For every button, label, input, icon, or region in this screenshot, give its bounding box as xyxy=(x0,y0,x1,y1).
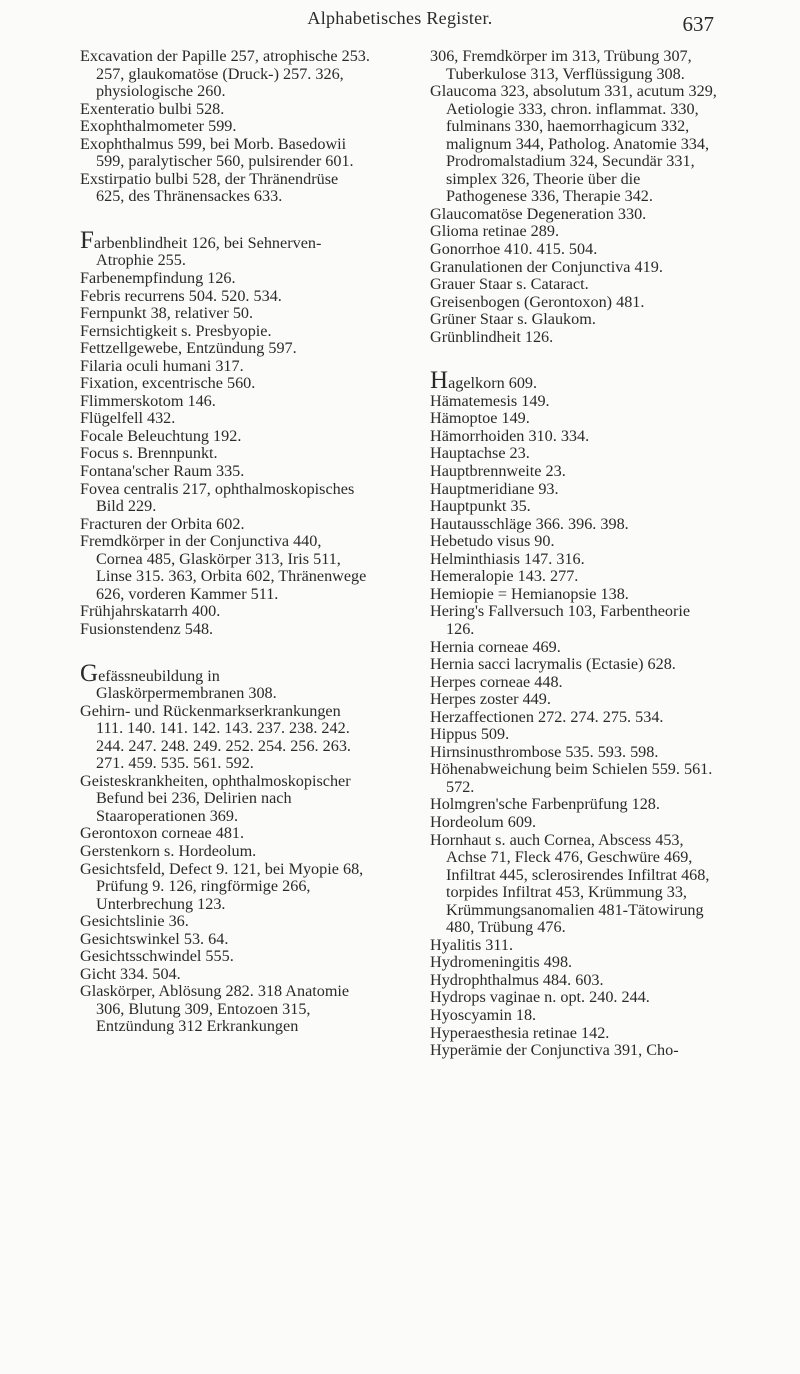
index-entry-text: Fixation, excentrische 560. xyxy=(80,374,256,393)
index-entry xyxy=(80,288,370,306)
index-entry-text: Filaria oculi humani 317. xyxy=(80,356,244,375)
index-entry-text: Hemiopie = Hemianopsie 138. xyxy=(430,584,629,603)
section-initial: F xyxy=(80,226,94,254)
index-entry-text: Fovea centralis 217, ophthalmoskopisches Bild 229. xyxy=(80,479,355,516)
index-entry-text: Fremdkörper in der Conjunctiva 440, Cornea 485, Glaskörper 313, Iris 511, Linse 315. 363, Orbita 602, Thränenwege 626, vorderen Kammer 511. xyxy=(80,532,367,603)
index-entry xyxy=(80,305,370,323)
index-entry xyxy=(430,954,720,972)
index-entry xyxy=(430,428,720,446)
index-entry-text: Hirnsinusthrombose 535. 593. 598. xyxy=(430,742,659,761)
index-entry-text: Hyperämie der Conjunctiva 391, Cho- xyxy=(430,1041,679,1060)
index-entry xyxy=(430,972,720,990)
index-entry-text: Hydrops vaginae n. opt. 240. 244. xyxy=(430,988,650,1007)
index-entry-text: Grünblindheit 126. xyxy=(430,327,554,346)
index-entry-text: Gerstenkorn s. Hordeolum. xyxy=(80,841,257,860)
index-entry-text: Exenteratio bulbi 528. xyxy=(80,99,225,118)
index-entry xyxy=(80,375,370,393)
index-entry-text: Hämoptoe 149. xyxy=(430,409,530,428)
index-entry-text: Hauptachse 23. xyxy=(430,444,530,463)
page-number: 637 xyxy=(682,12,714,36)
index-entry xyxy=(80,603,370,621)
index-entry-text: Fettzellgewebe, Entzündung 597. xyxy=(80,339,297,358)
index-entry xyxy=(430,603,720,638)
index-entry-text: Hydromeningitis 498. xyxy=(430,953,573,972)
index-entry-text: Herzaffectionen 272. 274. 275. 534. xyxy=(430,707,664,726)
index-entry-text: Hernia sacci lacrymalis (Ectasie) 628. xyxy=(430,655,676,674)
index-entry xyxy=(430,48,720,83)
index-entry xyxy=(430,937,720,955)
index-entry xyxy=(430,410,720,428)
index-entry-text: Herpes corneae 448. xyxy=(430,672,563,691)
index-entry xyxy=(80,659,370,703)
index-entry xyxy=(430,206,720,224)
index-entry xyxy=(80,773,370,826)
index-entry xyxy=(80,428,370,446)
index-entry-text: Exstirpatio bulbi 528, der Thränendrüse 625, des Thränensackes 633. xyxy=(80,169,339,206)
index-entry xyxy=(430,674,720,692)
left-column xyxy=(80,48,370,1036)
index-entry xyxy=(80,825,370,843)
index-entry-text: efässneubildung in Glaskörpermembranen 308. xyxy=(96,666,277,703)
index-entry xyxy=(430,533,720,551)
index-entry xyxy=(430,709,720,727)
index-entry-text: Grüner Staar s. Glaukom. xyxy=(430,310,596,329)
index-entry xyxy=(430,744,720,762)
index-entry-text: Exophthalmometer 599. xyxy=(80,117,237,136)
index-entry xyxy=(430,814,720,832)
index-entry-text: Farbenempfindung 126. xyxy=(80,269,236,288)
index-entry-text: Gehirn- und Rückenmarkserkrankungen 111. 140. 141. 142. 143. 237. 238. 242. 244. 247. 248. 249. 252. 254. 256. 263. 271. 459. 535. 561. 592. xyxy=(80,701,351,773)
index-entry-text: Focale Beleuchtung 192. xyxy=(80,426,242,445)
index-entry xyxy=(80,516,370,534)
index-entry-text: Flimmerskotom 146. xyxy=(80,391,216,410)
page-header xyxy=(0,8,800,38)
index-entry xyxy=(430,1042,720,1060)
index-entry-text: Fernsichtigkeit s. Presbyopie. xyxy=(80,321,272,340)
index-entry xyxy=(80,340,370,358)
index-entry-text: Hautausschläge 366. 396. 398. xyxy=(430,514,629,533)
index-entry-text: Glioma retinae 289. xyxy=(430,222,560,241)
index-entry-text: Hydrophthalmus 484. 603. xyxy=(430,970,604,989)
index-entry-text: Hordeolum 609. xyxy=(430,812,537,831)
index-entry-text: Hyalitis 311. xyxy=(430,935,514,954)
index-entry xyxy=(80,703,370,773)
index-entry xyxy=(430,367,720,395)
index-entry xyxy=(430,445,720,463)
index-entry-text: Gesichtsschwindel 555. xyxy=(80,947,234,966)
index-entry-text: Fernpunkt 38, relativer 50. xyxy=(80,304,254,323)
index-entry-text: Focus s. Brennpunkt. xyxy=(80,444,218,463)
index-entry-text: Geisteskrankheiten, ophthalmoskopischer Befund bei 236, Delirien nach Staaroperationen 369. xyxy=(80,771,351,825)
index-entry-text: Fontana'scher Raum 335. xyxy=(80,462,245,481)
index-entry-text: Hauptpunkt 35. xyxy=(430,497,531,516)
index-entry-text: Holmgren'sche Farbenprüfung 128. xyxy=(430,795,660,814)
index-entry xyxy=(430,568,720,586)
index-entry xyxy=(80,621,370,639)
index-entry xyxy=(80,226,370,270)
index-entry xyxy=(430,639,720,657)
section-gap xyxy=(80,206,370,232)
index-entry-text: Hämatemesis 149. xyxy=(430,391,550,410)
index-entry-text: Hebetudo visus 90. xyxy=(430,532,555,551)
index-entry-text: Hering's Fallversuch 103, Farbentheorie 126. xyxy=(430,602,691,638)
index-entry-text: Fracturen der Orbita 602. xyxy=(80,514,245,533)
index-entry-text: Gesichtsfeld, Defect 9. 121, bei Myopie 68, Prüfung 9. 126, ringförmige 266, Unterbrechung 123. xyxy=(80,859,364,913)
index-entry xyxy=(80,966,370,984)
index-entry-text: Herpes zoster 449. xyxy=(430,690,551,709)
index-entry xyxy=(80,948,370,966)
index-entry-text: arbenblindheit 126, bei Sehnerven-Atrophie 255. xyxy=(93,233,322,270)
index-entry xyxy=(430,498,720,516)
index-entry xyxy=(430,832,720,937)
index-entry-text: Glaskörper, Ablösung 282. 318 Anatomie 306, Blutung 309, Entozoen 315, Entzündung 312 Erkrankungen xyxy=(80,982,350,1036)
section-gap xyxy=(80,639,370,665)
section-initial: G xyxy=(80,659,99,687)
index-entry-text: 306, Fremdkörper im 313, Trübung 307, Tuberkulose 313, Verflüssigung 308. xyxy=(430,47,692,83)
index-entry xyxy=(430,1025,720,1043)
index-entry xyxy=(430,241,720,259)
index-entry-text: Glaucoma 323, absolutum 331, acutum 329, Aetiologie 333, chron. inflammat. 330, fulminans 330, haemorrhagicum 332, malignum 344, Patholog. Anatomie 334, Prodromalstadium 324, Secundär 331, simplex 326, Theorie über die Pathogenese 336, Therapie 342. xyxy=(430,82,717,206)
index-entry-text: agelkorn 609. xyxy=(448,374,538,393)
index-entry-text: Hornhaut s. auch Cornea, Abscess 453, Achse 71, Fleck 476, Geschwüre 469, Infiltrat 445, sclerosirendes Infiltrat 468, torpides Infiltrat 453, Krümmung 33, Krümmungsanomalien 481-Tätowirung 480, Trübung 476. xyxy=(430,830,710,937)
index-entry xyxy=(430,83,720,206)
index-entry-text: Gonorrhoe 410. 415. 504. xyxy=(430,240,598,259)
index-entry xyxy=(430,311,720,329)
index-entry xyxy=(430,1007,720,1025)
index-entry-text: Helminthiasis 147. 316. xyxy=(430,549,585,568)
index-entry-text: Hippus 509. xyxy=(430,725,510,744)
index-entry-text: Hämorrhoiden 310. 334. xyxy=(430,426,590,445)
index-entry-text: Hyoscyamin 18. xyxy=(430,1005,537,1024)
index-entry xyxy=(80,861,370,914)
index-entry-text: Frühjahrskatarrh 400. xyxy=(80,602,221,621)
index-entry-text: Exophthalmus 599, bei Morb. Basedowii 599, paralytischer 560, pulsirender 601. xyxy=(80,134,354,171)
index-entry-text: Gicht 334. 504. xyxy=(80,964,181,983)
running-head: Alphabetisches Register. xyxy=(307,8,493,28)
index-entry-text: Höhenabweichung beim Schielen 559. 561. 572. xyxy=(430,760,713,796)
index-entry xyxy=(430,259,720,277)
index-entry xyxy=(80,101,370,119)
index-entry xyxy=(80,445,370,463)
index-entry xyxy=(430,223,720,241)
index-entry xyxy=(430,726,720,744)
index-entry xyxy=(430,516,720,534)
index-entry xyxy=(80,358,370,376)
index-entry xyxy=(430,393,720,411)
index-entry-text: Gesichtslinie 36. xyxy=(80,912,189,931)
index-entry xyxy=(430,796,720,814)
index-entry xyxy=(430,989,720,1007)
index-entry-text: Grauer Staar s. Cataract. xyxy=(430,275,589,294)
index-entry xyxy=(80,463,370,481)
index-entry xyxy=(80,48,370,101)
index-entry xyxy=(80,393,370,411)
index-entry xyxy=(80,270,370,288)
index-entry-text: Gesichtswinkel 53. 64. xyxy=(80,929,229,948)
section-gap xyxy=(430,346,720,372)
index-entry-text: Hauptbrennweite 23. xyxy=(430,462,566,481)
index-entry xyxy=(430,276,720,294)
index-entry xyxy=(80,410,370,428)
index-entry xyxy=(80,931,370,949)
index-entry-text: Hauptmeridiane 93. xyxy=(430,479,559,498)
section-initial: H xyxy=(430,367,449,395)
index-entry xyxy=(430,691,720,709)
index-entry xyxy=(430,463,720,481)
index-entry xyxy=(430,761,720,796)
index-entry-text: Febris recurrens 504. 520. 534. xyxy=(80,286,282,305)
right-column xyxy=(430,48,720,1060)
index-entry xyxy=(80,171,370,206)
index-entry-text: Gerontoxon corneae 481. xyxy=(80,824,245,843)
index-entry xyxy=(80,843,370,861)
index-entry xyxy=(80,481,370,516)
index-entry-text: Hyperaesthesia retinae 142. xyxy=(430,1023,610,1042)
index-entry-text: Fusionstendenz 548. xyxy=(80,619,214,638)
index-entry xyxy=(80,118,370,136)
index-entry xyxy=(80,136,370,171)
index-entry xyxy=(430,586,720,604)
index-entry xyxy=(80,983,370,1036)
index-entry-text: Granulationen der Conjunctiva 419. xyxy=(430,257,663,276)
index-entry xyxy=(430,481,720,499)
index-entry xyxy=(430,656,720,674)
index-entry xyxy=(80,913,370,931)
index-entry xyxy=(80,323,370,341)
index-entry-text: Flügelfell 432. xyxy=(80,409,176,428)
index-entry xyxy=(430,294,720,312)
index-entry-text: Glaucomatöse Degeneration 330. xyxy=(430,204,647,223)
index-entry-text: Greisenbogen (Gerontoxon) 481. xyxy=(430,292,645,311)
index-entry-text: Hemeralopie 143. 277. xyxy=(430,567,579,586)
index-entry-text: Hernia corneae 469. xyxy=(430,637,561,656)
index-entry xyxy=(430,329,720,347)
index-entry xyxy=(430,551,720,569)
index-entry-text: Excavation der Papille 257, atrophische 253. 257, glaukomatöse (Druck-) 257. 326, physiologische 260. xyxy=(80,47,370,101)
index-entry xyxy=(80,533,370,603)
